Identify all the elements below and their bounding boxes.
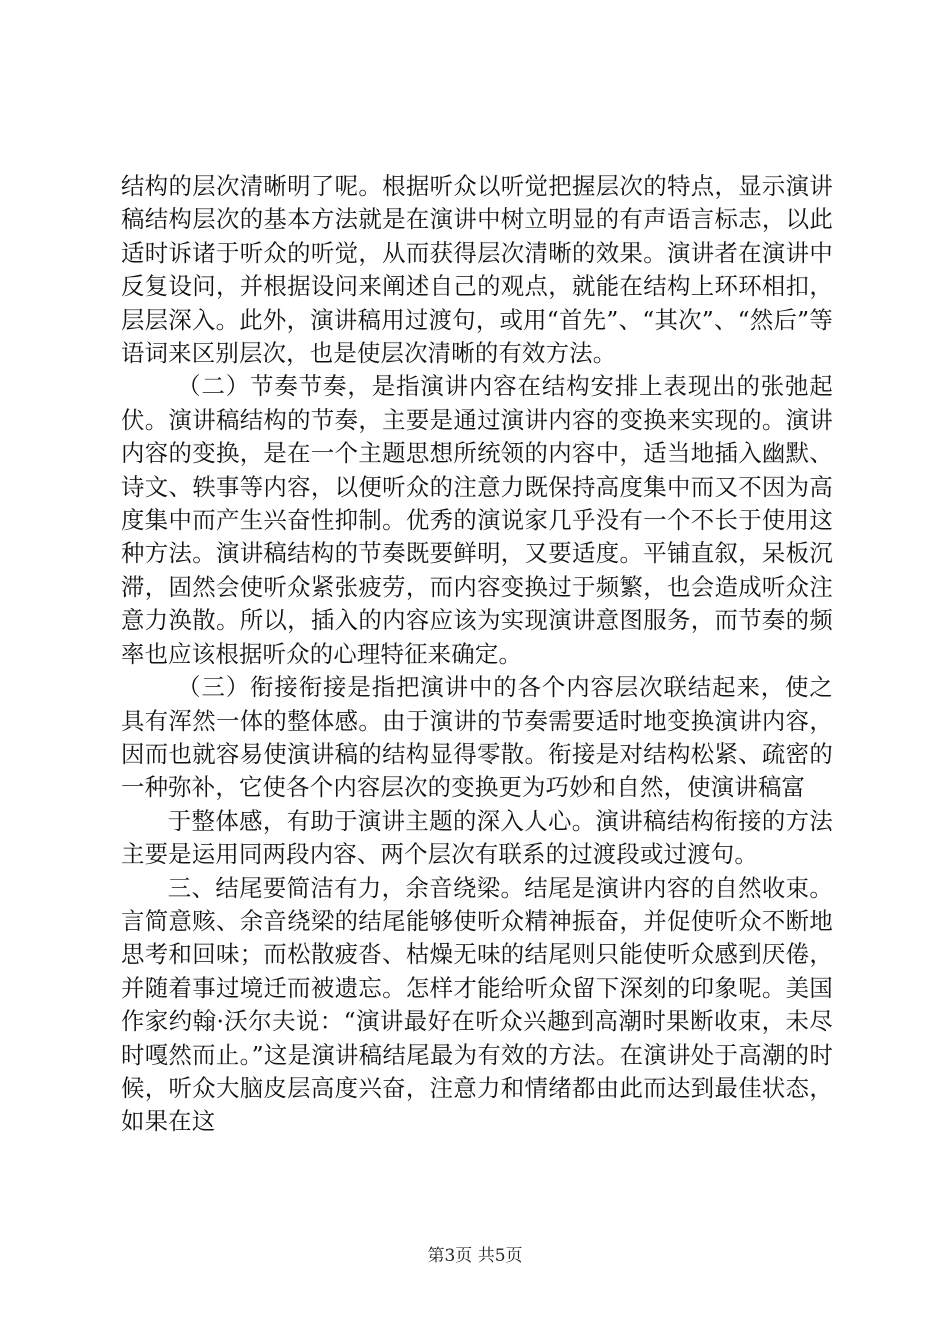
page-number-footer: 第3页 共5页: [427, 1246, 523, 1266]
paragraph-transition: （三）衔接衔接是指把演讲中的各个内容层次联结起来，使之具有浑然一体的整体感。由于演讲的节奏需要适时地变换演讲内容，因而也就容易使演讲稿的结构显得零散。衔接是对结构松紧、疏密的一种弥补，它使各个内容层次的变换更为巧妙和自然，使演讲稿富: [121, 673, 833, 802]
paragraph-structure-clarity: 结构的层次清晰明了呢。根据听众以听觉把握层次的特点，显示演讲稿结构层次的基本方法就是在演讲中树立明显的有声语言标志，以此适时诉诸于听众的听觉，从而获得层次清晰的效果。演讲者在演讲中反复设问，并根据设问来阐述自己的观点，就能在结构上环环相扣，层层深入。此外，演讲稿用过渡句，或用“首先”、“其次”、“然后”等语词来区别层次，也是使层次清晰的有效方法。: [121, 172, 833, 368]
document-body: [121, 170, 833, 1139]
paragraph-transition-continued: 于整体感，有助于演讲主题的深入人心。演讲稿结构衔接的方法主要是运用同两段内容、两个层次有联系的过渡段或过渡句。: [121, 806, 833, 869]
paragraph-rhythm: （二）节奏节奏，是指演讲内容在结构安排上表现出的张弛起伏。演讲稿结构的节奏，主要是通过演讲内容的变换来实现的。演讲内容的变换，是在一个主题思想所统领的内容中，适当地插入幽默、诗文、轶事等内容，以便听众的注意力既保持高度集中而又不因为高度集中而产生兴奋性抑制。优秀的演说家几乎没有一个不长于使用这种方法。演讲稿结构的节奏既要鲜明，又要适度。平铺直叙，呆板沉滞，固然会使听众紧张疲劳，而内容变换过于频繁，也会造成听众注意力涣散。所以，插入的内容应该为实现演讲意图服务，而节奏的频率也应该根据听众的心理特征来确定。: [121, 372, 833, 668]
paragraph-ending: 三、结尾要简洁有力，余音绕梁。结尾是演讲内容的自然收束。言简意赅、余音绕梁的结尾能够使听众精神振奋，并促使听众不断地思考和回味；而松散疲沓、枯燥无味的结尾则只能使听众感到厌倦，并随着事过境迁而被遗忘。怎样才能给听众留下深刻的印象呢。美国作家约翰·沃尔夫说：“演讲最好在听众兴趣到高潮时果断收束，未尽时嘎然而止。”这是演讲稿结尾最为有效的方法。在演讲处于高潮的时候，听众大脑皮层高度兴奋，注意力和情绪都由此而达到最佳状态，如果在这: [121, 873, 833, 1136]
